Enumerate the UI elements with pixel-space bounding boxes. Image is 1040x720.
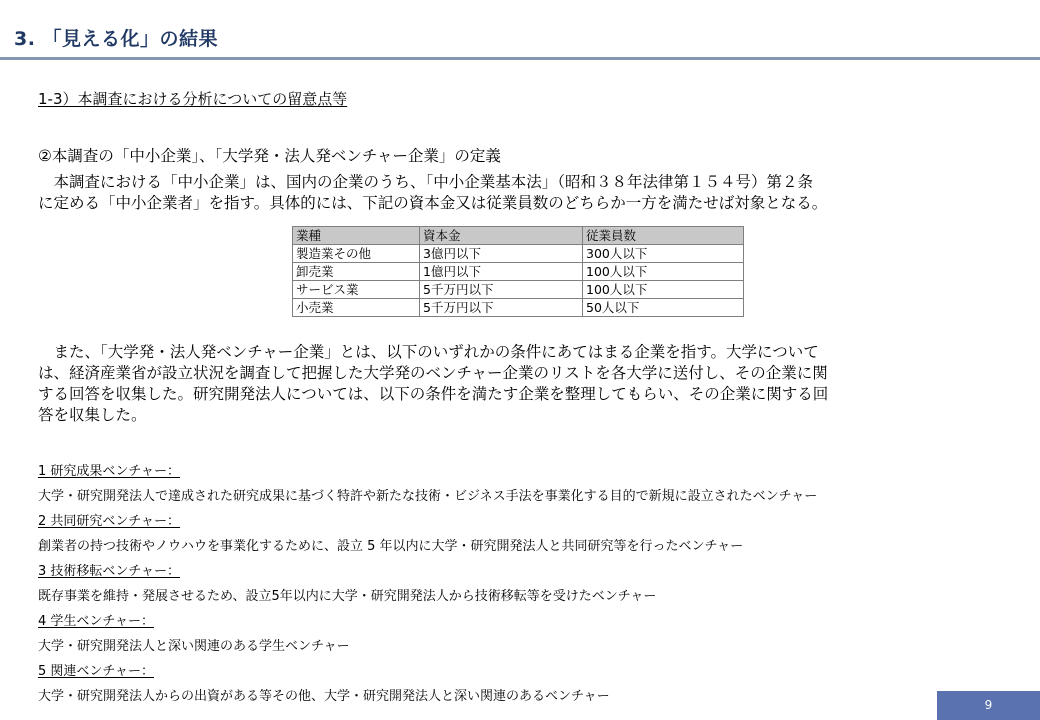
table-row xyxy=(293,263,744,281)
venture-type-description: 大学・研究開発法人で達成された研究成果に基づく特許や新たな技術・ビジネス手法を事業化する目的で新規に設立されたベンチャー xyxy=(38,489,818,504)
venture-type-description: 創業者の持つ技術やノウハウを事業化するために、設立 5 年以内に大学・研究開発法人と共同研究等を行ったベンチャー xyxy=(38,539,744,554)
venture-definition-paragraph xyxy=(38,342,1006,426)
page-number: 9 xyxy=(937,691,1040,720)
paragraph-line: また、「大学発・法人発ベンチャー企業」とは、以下のいずれかの条件にあてはまる企業を指す。大学について xyxy=(38,343,819,361)
list-item xyxy=(38,460,1028,510)
cell-employees: 100人以下 xyxy=(583,263,744,281)
venture-type-name: 1 研究成果ベンチャー： xyxy=(38,464,181,479)
cell-employees: 300人以下 xyxy=(583,245,744,263)
cell-industry: 卸売業 xyxy=(293,263,420,281)
cell-industry: 小売業 xyxy=(293,299,420,317)
venture-type-name: 5 関連ベンチャー： xyxy=(38,664,155,679)
list-item xyxy=(38,610,1028,660)
table-row xyxy=(293,299,744,317)
venture-type-description: 大学・研究開発法人からの出資がある等その他、大学・研究開発法人と深い関連のあるベンチャー xyxy=(38,689,610,704)
paragraph-line: 本調査における「中小企業」は、国内の企業のうち、「中小企業基本法」（昭和３８年法律第１５４号）第２条 xyxy=(38,173,814,191)
header-capital: 資本金 xyxy=(420,227,583,245)
section-heading: 1-3）本調査における分析についての留意点等 xyxy=(38,90,348,108)
paragraph-line: は、経済産業省が設立状況を調査して把握した大学発のベンチャー企業のリストを各大学に送付し、その企業に関 xyxy=(38,364,828,382)
venture-type-name: 4 学生ベンチャー： xyxy=(38,614,155,629)
cell-capital: 5千万円以下 xyxy=(420,281,583,299)
title-divider xyxy=(0,57,1040,60)
table-header-row xyxy=(293,227,744,245)
slide-title: 3. 「見える化」の結果 xyxy=(14,28,219,50)
paragraph-line: する回答を収集した。研究開発法人については、以下の条件を満たす企業を整理してもらい、その企業に関する回 xyxy=(38,385,829,403)
paragraph-line: に定める「中小企業者」を指す。具体的には、下記の資本金又は従業員数のどちらか一方を満たせば対象となる。 xyxy=(38,194,828,212)
definition-heading: ②本調査の「中小企業」、「大学発・法人発ベンチャー企業」の定義 xyxy=(38,147,501,165)
cell-capital: 5千万円以下 xyxy=(420,299,583,317)
list-item xyxy=(38,660,1028,710)
venture-type-name: 2 共同研究ベンチャー： xyxy=(38,514,181,529)
venture-type-description: 既存事業を維持・発展させるため、設立5年以内に大学・研究開発法人から技術移転等を受けたベンチャー xyxy=(38,589,657,604)
cell-capital: 3億円以下 xyxy=(420,245,583,263)
venture-type-description: 大学・研究開発法人と深い関連のある学生ベンチャー xyxy=(38,639,350,654)
cell-industry: 製造業その他 xyxy=(293,245,420,263)
sme-definition-paragraph xyxy=(38,172,1006,214)
venture-type-list xyxy=(38,460,1028,710)
venture-type-name: 3 技術移転ベンチャー： xyxy=(38,564,181,579)
table-row xyxy=(293,245,744,263)
table-row xyxy=(293,281,744,299)
header-industry: 業種 xyxy=(293,227,420,245)
list-item xyxy=(38,510,1028,560)
header-employees: 従業員数 xyxy=(583,227,744,245)
paragraph-line: 答を収集した。 xyxy=(38,406,147,424)
cell-employees: 100人以下 xyxy=(583,281,744,299)
sme-criteria-table xyxy=(292,226,744,317)
cell-capital: 1億円以下 xyxy=(420,263,583,281)
cell-industry: サービス業 xyxy=(293,281,420,299)
list-item xyxy=(38,560,1028,610)
cell-employees: 50人以下 xyxy=(583,299,744,317)
